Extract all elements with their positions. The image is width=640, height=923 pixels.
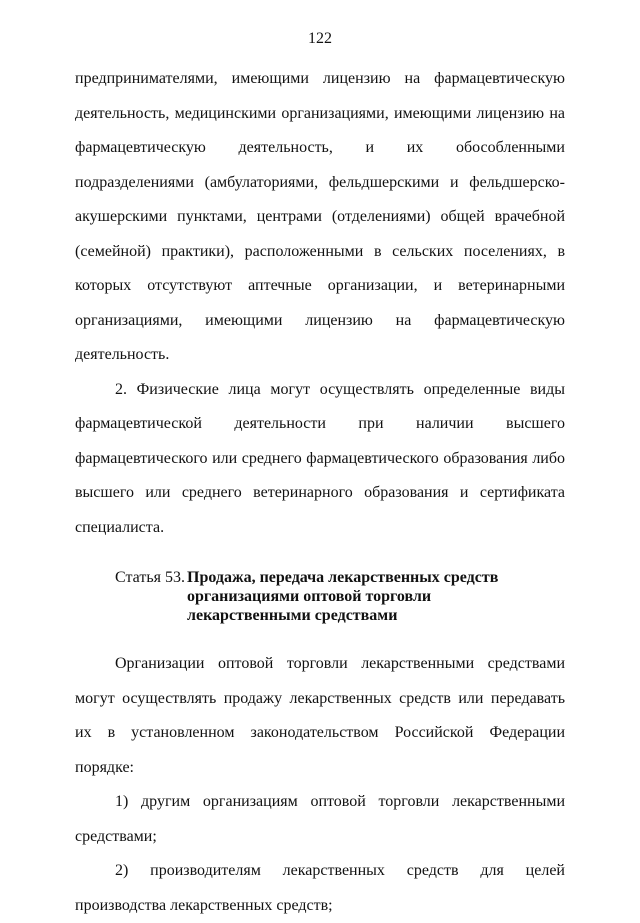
list-item-1: 1) другим организациям оптовой торговли лекарственными средствами; [75,793,565,845]
paragraph-intro: Организации оптовой торговли лекарственными средствами могут осуществлять продажу лекарственных средств или передавать их в установленном законодательством Российской Федерации порядке: [75,655,565,776]
page-number: 122 [308,30,332,47]
paragraph-continuation: предпринимателями, имеющими лицензию на фармацевтическую деятельность, медицинскими организациями, имеющими лицензию на фармацевтическую деятельность, и их обособленными подразделениями (амбулаториями, фельдшерскими и фельдшерско-акушерскими пунктами, центрами (отделениями) общей врачебной (семейной) практики), расположенными в сельских поселениях, в которых отсутствуют аптечные организации, и ветеринарными организациями, имеющими лицензию на фармацевтическую деятельность. [75,70,565,363]
article-number: Статья 53. [115,569,185,586]
document-body [75,62,565,923]
paragraph-item-2: 2. Физические лица могут осуществлять определенные виды фармацевтической деятельности при наличии высшего фармацевтического или среднего фармацевтического образования либо высшего или среднего ветеринарного образования и сертификата специалиста. [75,380,565,536]
article-heading [115,568,565,628]
list-item-2: 2) производителям лекарственных средств для целей производства лекарственных средств; [75,862,565,914]
article-title: Продажа, передача лекарственных средств организациями оптовой торговли лекарственными средствами [187,569,499,624]
